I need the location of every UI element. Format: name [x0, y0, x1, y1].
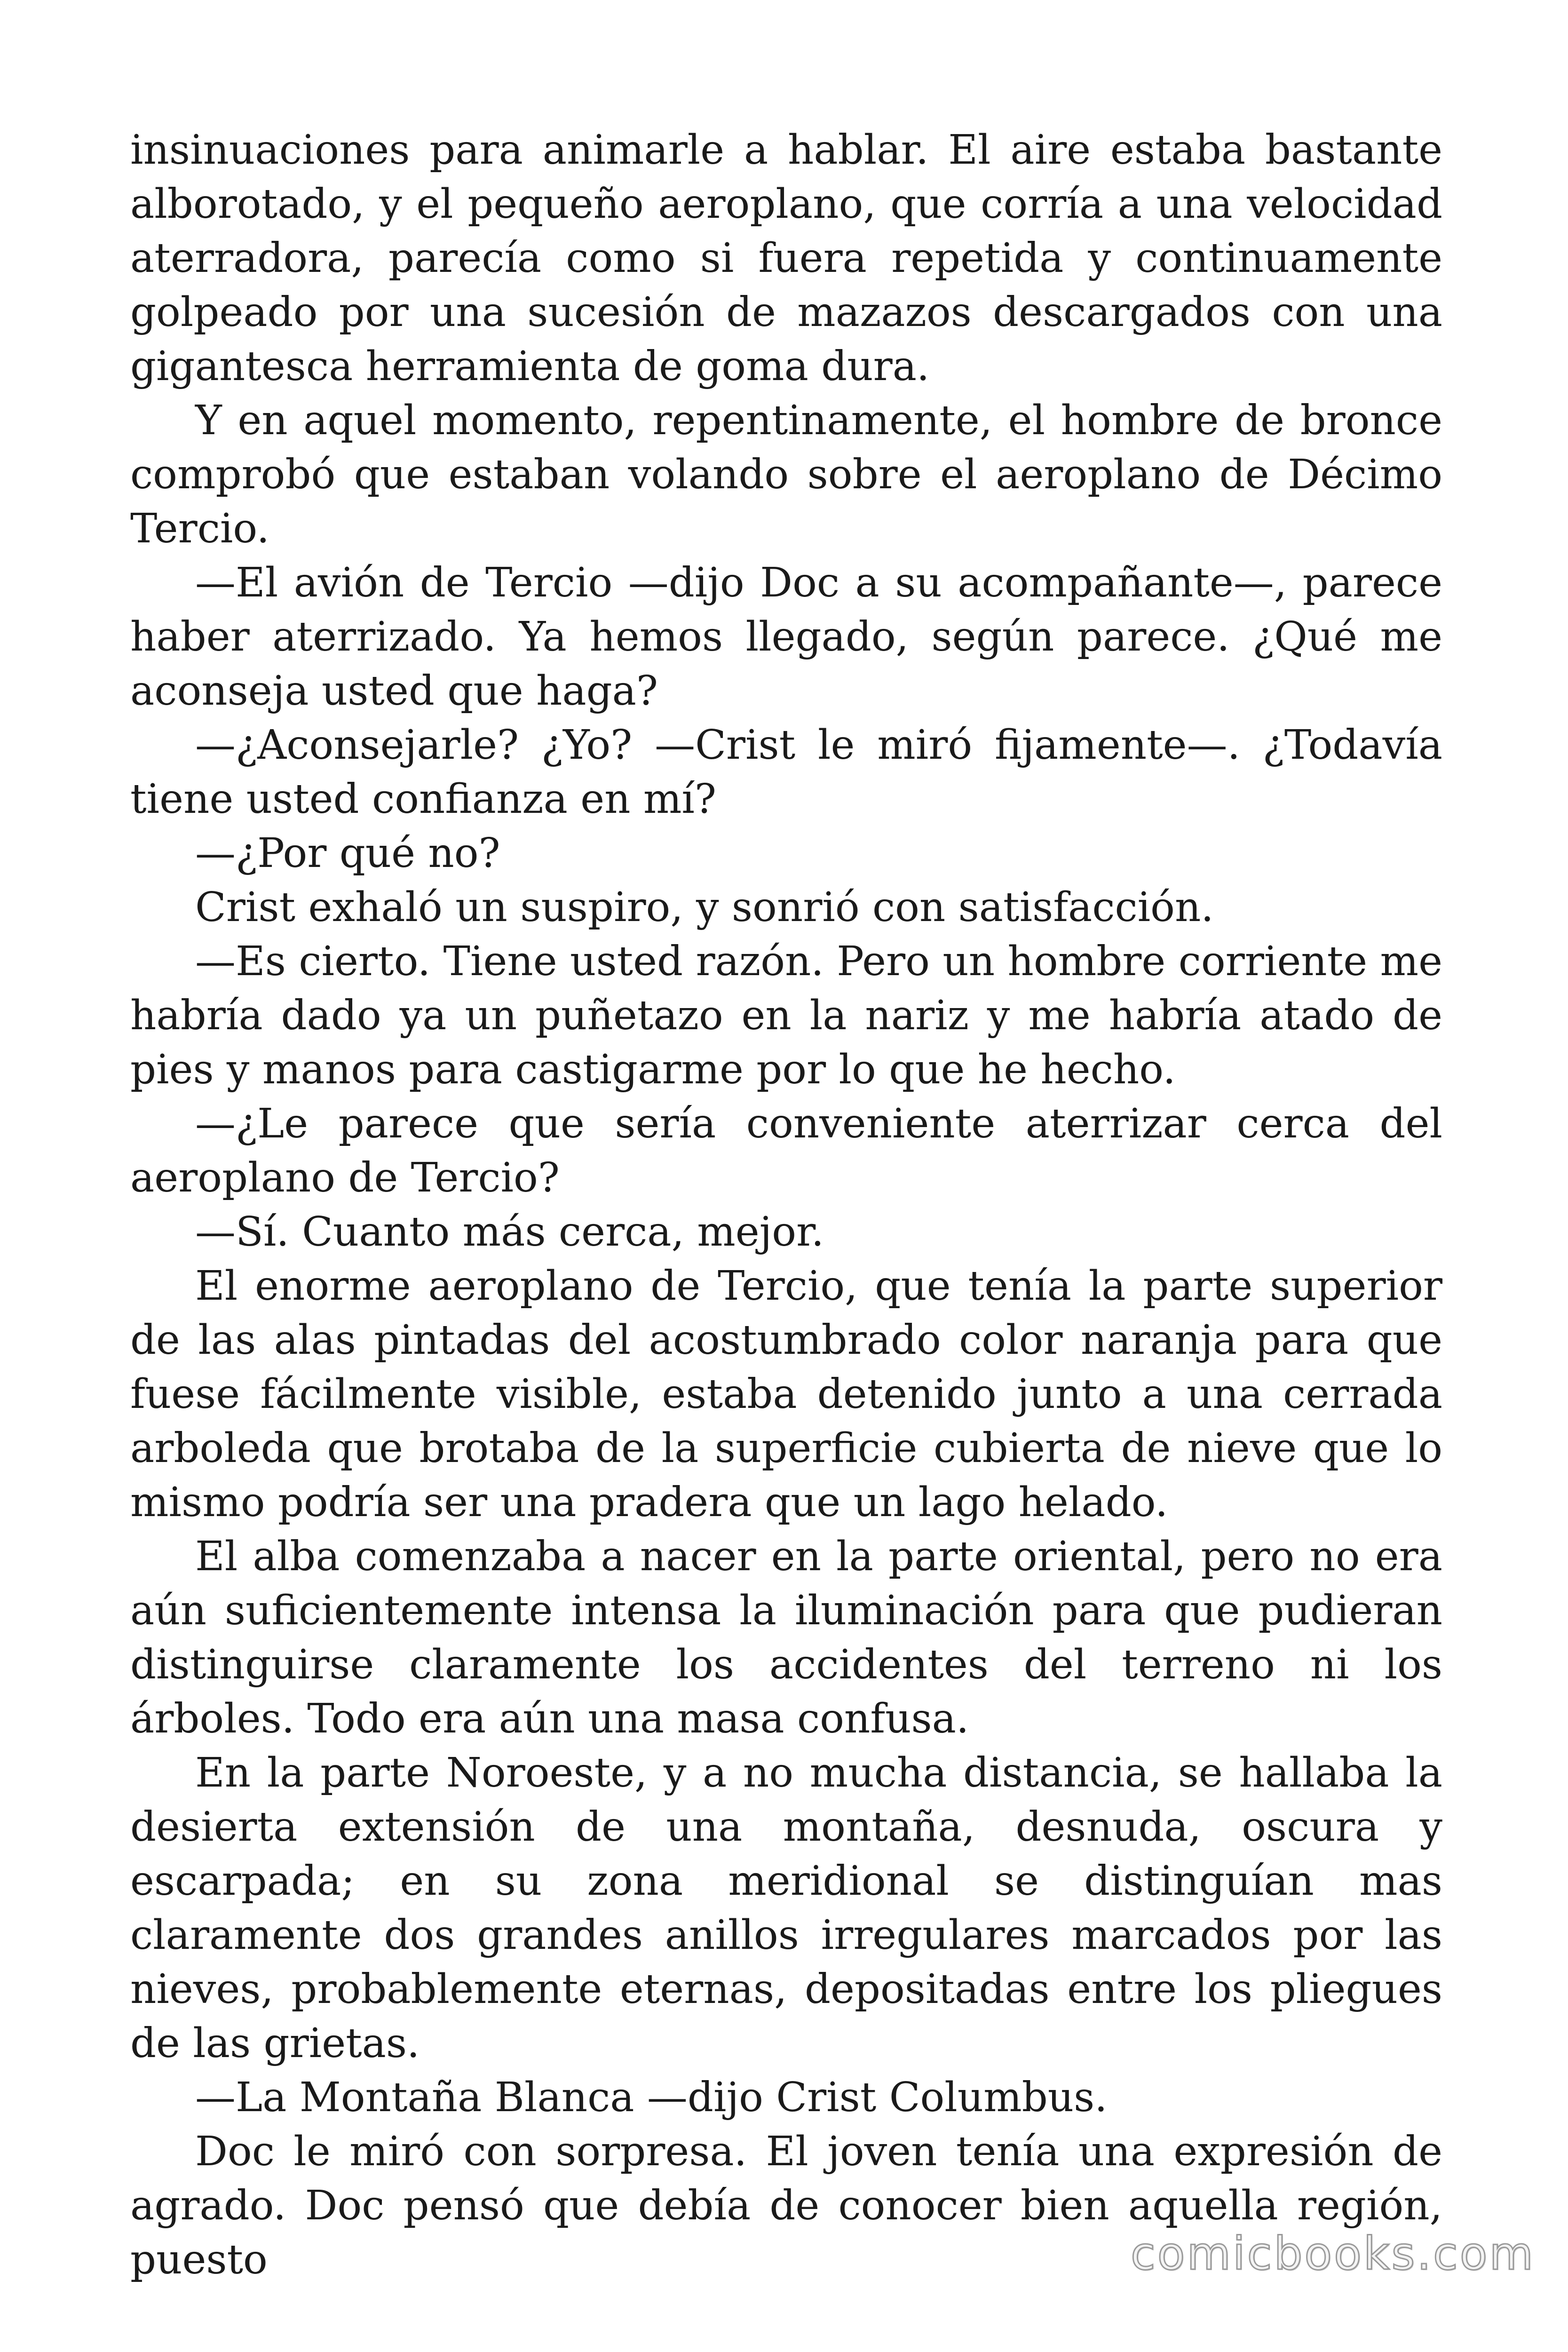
watermark-logo: comicbooks.com: [1130, 2227, 1535, 2280]
paragraph-6: Crist exhaló un suspiro, y sonrió con satisfacción.: [195, 884, 1214, 931]
paragraph-2: Y en aquel momento, repentinamente, el hombre de bronce comprobó que estaban volando sobre el aeroplano de Décimo Tercio.: [130, 397, 1442, 552]
paragraph-3: —El avión de Tercio —dijo Doc a su acompañante—, parece haber aterrizado. Ya hemos llegado, según parece. ¿Qué me aconseja usted que haga?: [130, 559, 1442, 715]
paragraph-8: —¿Le parece que sería conveniente aterrizar cerca del aeroplano de Tercio?: [130, 1100, 1442, 1201]
paragraph-7: —Es cierto. Tiene usted razón. Pero un hombre corriente me habría dado ya un puñetazo en la nariz y me habría atado de pies y manos para castigarme por lo que he hecho.: [130, 938, 1442, 1093]
paragraph-9: —Sí. Cuanto más cerca, mejor.: [195, 1208, 824, 1255]
paragraph-13: —La Montaña Blanca —dijo Crist Columbus.: [195, 2074, 1108, 2121]
paragraph-10: El enorme aeroplano de Tercio, que tenía la parte superior de las alas pintadas del acostumbrado color naranja para que fuese fácilmente visible, estaba detenido junto a una cerrada arboleda que brotaba de la superficie cubierta de nieve que lo mismo podría ser una pradera que un lago helado.: [130, 1263, 1442, 1526]
paragraph-12: En la parte Noroeste, y a no mucha distancia, se hallaba la desierta extensión de una montaña, desnuda, oscura y escarpada; en su zona meridional se distinguían mas claramente dos grandes anillos irregulares marcados por las nieves, probablemente eternas, depositadas entre los pliegues de las grietas.: [130, 1749, 1442, 2067]
paragraph-14: Doc le miró con sorpresa. El joven tenía una expresión de agrado. Doc pensó que debía de conocer bien aquella región, puesto: [130, 2128, 1442, 2283]
paragraph-11: El alba comenzaba a nacer en la parte oriental, pero no era aún suficientemente intensa la iluminación para que pudieran distinguirse claramente los accidentes del terreno ni los árboles. Todo era aún una masa confusa.: [130, 1533, 1442, 1742]
body-text: [130, 123, 1442, 2287]
paragraph-5: —¿Por qué no?: [195, 830, 500, 877]
paragraph-4: —¿Aconsejarle? ¿Yo? —Crist le miró fijamente—. ¿Todavía tiene usted confianza en mí?: [130, 722, 1442, 823]
paragraph-1: insinuaciones para animarle a hablar. El aire estaba bastante alborotado, y el pequeño aeroplano, que corría a una velocidad aterradora, parecía como si fuera repetida y continuamente golpeado por una sucesión de mazazos descargados con una gigantesca herramienta de goma dura.: [130, 127, 1442, 390]
